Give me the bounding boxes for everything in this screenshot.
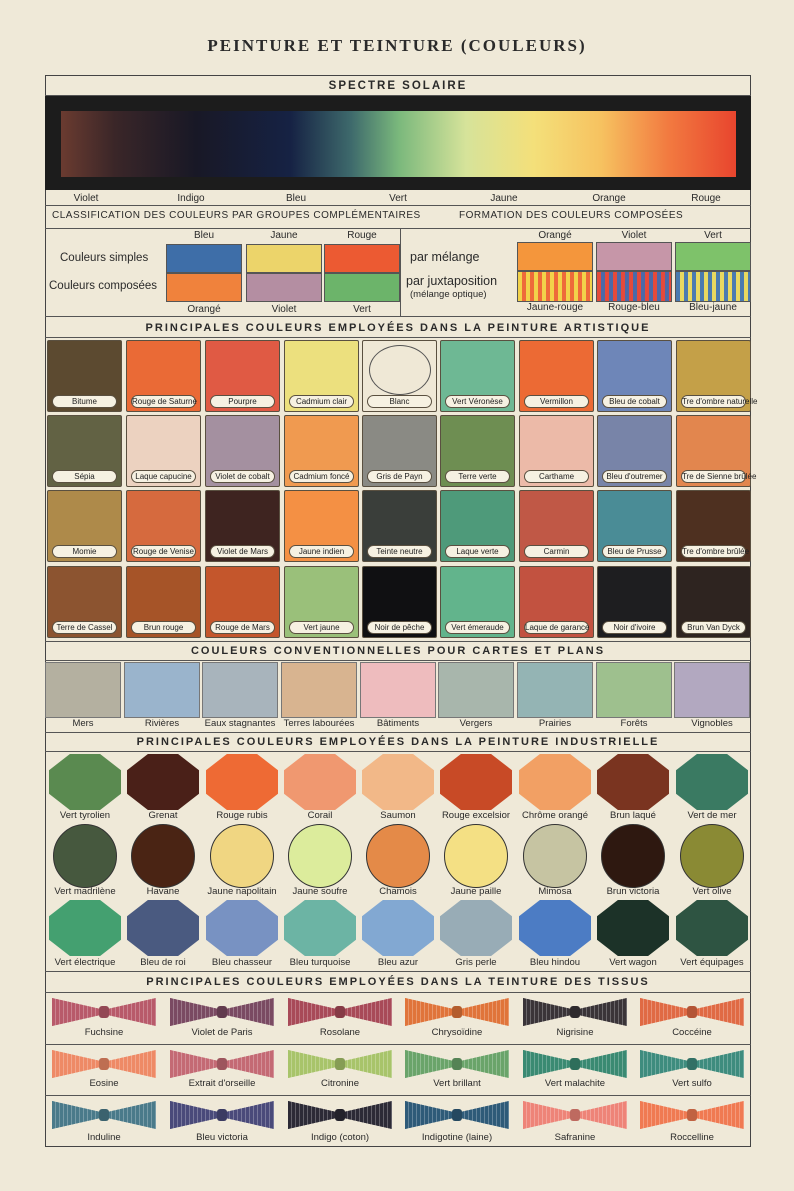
paint-label: Rouge de Venise: [131, 545, 196, 558]
simple-color-swatch: [166, 244, 242, 273]
paint-swatch: [440, 340, 515, 412]
paint-swatch: [284, 415, 359, 487]
fabric-label: Indigotine (laine): [421, 1132, 493, 1143]
divider: [45, 751, 751, 752]
fabric-label: Rosolane: [319, 1027, 361, 1038]
industrial-label: Mimosa: [538, 886, 572, 897]
paint-label: Tre d'ombre naturelle: [682, 397, 758, 406]
tissus-heading: PRINCIPALES COULEURS EMPLOYÉES DANS LA TEINTURE DES TISSUS: [146, 976, 650, 988]
optique-label: (mélange optique): [410, 289, 487, 300]
fabric-knot: [99, 1058, 109, 1070]
fabric-label: Vert brillant: [433, 1078, 481, 1089]
paint-swatch: [519, 566, 594, 638]
fabric-knot: [217, 1109, 227, 1121]
map-color-swatch: [360, 662, 436, 718]
fabric-label: Nigrisine: [556, 1027, 594, 1038]
paint-swatch: [205, 490, 280, 562]
composed-color-swatch: [246, 273, 322, 302]
fabric-label: Fuchsine: [84, 1027, 124, 1038]
map-color-label: Rivières: [144, 718, 180, 729]
divider: [400, 228, 401, 316]
spectrum-label: Bleu: [285, 193, 306, 204]
spectrum-label: Violet: [73, 193, 99, 204]
paint-label: Rouge de Saturne: [132, 397, 197, 406]
juxtaposition-swatch: [675, 271, 751, 302]
industrial-label: Vert madrilène: [54, 886, 116, 897]
paint-swatch: [205, 415, 280, 487]
paint-octagon: [206, 900, 278, 956]
map-color-label: Forêts: [620, 718, 648, 729]
map-color-label: Terres labourées: [283, 718, 355, 729]
paint-swatch: [519, 340, 594, 412]
paint-octagon: [597, 900, 669, 956]
industrial-label: Chrôme orangé: [521, 810, 588, 821]
divider: [45, 205, 751, 206]
fabric-label: Extrait d'orseille: [188, 1078, 256, 1089]
paint-label: Vert jaune: [289, 621, 354, 634]
paint-circle: [680, 824, 744, 888]
paint-swatch: [47, 490, 122, 562]
paint-swatch: [440, 566, 515, 638]
paint-label: Bleu de cobalt: [602, 395, 667, 408]
paint-octagon: [676, 754, 748, 810]
paint-octagon: [206, 754, 278, 810]
complement-bottom-label: Orangé: [187, 304, 221, 315]
paint-swatch: [205, 566, 280, 638]
map-color-label: Bâtiments: [376, 718, 420, 729]
spectrum-label: Jaune: [490, 193, 518, 204]
paint-circle: [53, 824, 117, 888]
row-simples-label: Couleurs simples: [60, 252, 149, 264]
industrial-label: Havane: [146, 886, 180, 897]
complement-top-label: Rouge: [347, 230, 377, 241]
fabric-knot: [452, 1006, 462, 1018]
paint-label: Teinte neutre: [367, 545, 432, 558]
map-color-swatch: [596, 662, 672, 718]
paint-label: Terre de Cassel: [52, 621, 117, 634]
formation-bottom-label: Rouge-bleu: [608, 302, 660, 313]
paint-circle: [523, 824, 587, 888]
paint-swatch: [362, 566, 437, 638]
juxtaposition-label: par juxtaposition: [406, 274, 498, 288]
paint-swatch: [126, 566, 201, 638]
paint-swatch: [440, 490, 515, 562]
fabric-label: Bleu victoria: [196, 1132, 248, 1143]
formation-top-label: Vert: [704, 230, 722, 241]
paint-octagon: [519, 754, 591, 810]
industrial-label: Bleu azur: [377, 957, 419, 968]
fabric-knot: [452, 1109, 462, 1121]
spectrum-label: Orange: [592, 193, 626, 204]
paint-label: Sépia: [52, 470, 117, 483]
paint-swatch: [676, 490, 751, 562]
melange-swatch: [596, 242, 672, 271]
fabric-knot: [452, 1058, 462, 1070]
paint-swatch: [362, 490, 437, 562]
juxtaposition-swatch: [517, 271, 593, 302]
paint-label: Tre d'ombre brûlée: [682, 547, 750, 556]
paint-octagon: [127, 754, 199, 810]
fabric-label: Roccelline: [670, 1132, 714, 1143]
fabric-label: Safranine: [554, 1132, 596, 1143]
fabric-knot: [335, 1058, 345, 1070]
industrial-label: Saumon: [380, 810, 416, 821]
industrielle-heading: PRINCIPALES COULEURS EMPLOYÉES DANS LA PEINTURE INDUSTRIELLE: [136, 736, 660, 748]
composed-color-swatch: [166, 273, 242, 302]
fabric-knot: [217, 1058, 227, 1070]
map-color-swatch: [124, 662, 200, 718]
paint-octagon: [362, 900, 434, 956]
divider: [45, 316, 751, 317]
map-color-swatch: [202, 662, 278, 718]
paint-label: Momie: [52, 545, 117, 558]
fabric-label: Chrysoïdine: [431, 1027, 483, 1038]
industrial-label: Bleu chasseur: [211, 957, 273, 968]
paint-label: Laque capucine: [131, 470, 196, 483]
fabric-knot: [217, 1006, 227, 1018]
fabric-knot: [335, 1109, 345, 1121]
paint-swatch: [284, 490, 359, 562]
paint-swatch: [676, 566, 751, 638]
paint-swatch: [597, 490, 672, 562]
industrial-label: Vert tyrolien: [59, 810, 111, 821]
divider: [45, 992, 751, 993]
paint-label: Carthame: [524, 470, 589, 483]
paint-label: Violet de Mars: [210, 545, 275, 558]
fabric-label: Vert malachite: [544, 1078, 606, 1089]
paint-label: Rouge de Mars: [210, 621, 275, 634]
paint-swatch: [284, 340, 359, 412]
paint-octagon: [440, 754, 512, 810]
industrial-label: Rouge rubis: [216, 810, 268, 821]
industrial-label: Grenat: [148, 810, 178, 821]
paint-swatch: [676, 415, 757, 487]
melange-swatch: [675, 242, 751, 271]
paint-octagon: [440, 900, 512, 956]
paint-octagon: [49, 754, 121, 810]
fabric-label: Coccéine: [672, 1027, 712, 1038]
divider: [45, 1044, 751, 1045]
row-composees-label: Couleurs composées: [49, 280, 158, 292]
fabric-knot: [570, 1109, 580, 1121]
map-color-label: Vergers: [459, 718, 493, 729]
paint-swatch: [205, 340, 280, 412]
fabric-knot: [570, 1006, 580, 1018]
simple-color-swatch: [324, 244, 400, 273]
industrial-label: Vert équipages: [680, 957, 744, 968]
paint-circle: [210, 824, 274, 888]
paint-swatch: [597, 566, 672, 638]
industrial-label: Corail: [307, 810, 333, 821]
complement-bottom-label: Violet: [271, 304, 297, 315]
formation-bottom-label: Bleu-jaune: [689, 302, 737, 313]
formation-bottom-label: Jaune-rouge: [526, 302, 584, 313]
paint-swatch: [519, 490, 594, 562]
industrial-label: Bleu hindou: [529, 957, 581, 968]
paint-label: Bleu de Prusse: [602, 545, 667, 558]
blanc-circle: [369, 345, 431, 395]
industrial-label: Jaune soufre: [292, 886, 348, 897]
spectrum-label: Vert: [389, 193, 407, 204]
industrial-label: Bleu turquoise: [289, 957, 351, 968]
paint-octagon: [597, 754, 669, 810]
paint-label: Violet de cobalt: [210, 470, 275, 483]
paint-label: Noir d'ivoire: [602, 621, 667, 634]
divider: [45, 660, 751, 661]
paint-label: Tre de Sienne brûlée: [682, 472, 757, 481]
industrial-label: Brun victoria: [606, 886, 660, 897]
fabric-knot: [99, 1109, 109, 1121]
fabric-label: Violet de Paris: [191, 1027, 253, 1038]
formation-top-label: Orangé: [538, 230, 572, 241]
fabric-knot: [570, 1058, 580, 1070]
artistique-heading: PRINCIPALES COULEURS EMPLOYÉES DANS LA PEINTURE ARTISTIQUE: [145, 322, 651, 334]
paint-octagon: [127, 900, 199, 956]
paint-label: Brun Van Dyck: [681, 621, 746, 634]
paint-swatch: [362, 415, 437, 487]
fabric-label: Citronine: [320, 1078, 360, 1089]
paint-label: Cadmium foncé: [289, 470, 354, 483]
fabric-knot: [99, 1006, 109, 1018]
composed-color-swatch: [324, 273, 400, 302]
paint-octagon: [284, 900, 356, 956]
divider: [45, 1095, 751, 1096]
paint-swatch: [519, 415, 594, 487]
industrial-label: Jaune napolitain: [207, 886, 277, 897]
paint-label: Carmin: [524, 545, 589, 558]
complement-top-label: Jaune: [270, 230, 298, 241]
map-color-label: Prairies: [538, 718, 572, 729]
formation-heading: FORMATION DES COULEURS COMPOSÉES: [459, 210, 684, 221]
paint-swatch: [47, 415, 122, 487]
paint-label: Terre verte: [445, 470, 510, 483]
simple-color-swatch: [246, 244, 322, 273]
paint-label: Noir de pêche: [367, 621, 432, 634]
map-color-label: Mers: [72, 718, 94, 729]
paint-circle: [601, 824, 665, 888]
complement-top-label: Bleu: [193, 230, 214, 241]
melange-swatch: [517, 242, 593, 271]
spectrum-label: Indigo: [177, 193, 205, 204]
paint-label: Pourpre: [210, 395, 275, 408]
industrial-label: Vert de mer: [687, 810, 737, 821]
fabric-knot: [687, 1006, 697, 1018]
paint-label: Vermillon: [524, 395, 589, 408]
paint-circle: [131, 824, 195, 888]
industrial-label: Vert olive: [692, 886, 732, 897]
fabric-label: Vert sulfo: [672, 1078, 712, 1089]
divider: [45, 971, 751, 972]
formation-top-label: Violet: [621, 230, 647, 241]
paint-swatch: [362, 340, 437, 412]
industrial-label: Bleu de roi: [140, 957, 186, 968]
map-color-label: Eaux stagnantes: [204, 718, 276, 729]
industrial-label: Vert électrique: [54, 957, 116, 968]
paint-label: Laque de garance: [525, 623, 590, 632]
industrial-label: Vert wagon: [609, 957, 657, 968]
paint-label: Vert Véronèse: [445, 395, 510, 408]
industrial-label: Brun laqué: [610, 810, 656, 821]
paint-label: Laque verte: [445, 545, 510, 558]
paint-octagon: [519, 900, 591, 956]
paint-label: Brun rouge: [131, 621, 196, 634]
map-color-swatch: [281, 662, 357, 718]
paint-label: Vert émeraude: [445, 621, 510, 634]
paint-swatch: [440, 415, 515, 487]
paint-label: Cadmium clair: [289, 395, 354, 408]
classification-heading: CLASSIFICATION DES COULEURS PAR GROUPES COMPLÉMENTAIRES: [52, 210, 421, 221]
paint-swatch: [676, 340, 758, 412]
paint-octagon: [676, 900, 748, 956]
industrial-label: Jaune paille: [450, 886, 502, 897]
map-color-swatch: [45, 662, 121, 718]
paint-swatch: [597, 415, 672, 487]
paint-label: Jaune indien: [289, 545, 354, 558]
map-color-swatch: [438, 662, 514, 718]
spectrum-label: Rouge: [691, 193, 721, 204]
paint-label: Gris de Payn: [367, 470, 432, 483]
juxtaposition-swatch: [596, 271, 672, 302]
paint-swatch: [597, 340, 672, 412]
fabric-knot: [687, 1058, 697, 1070]
paint-swatch: [126, 340, 201, 412]
paint-label: Blanc: [367, 395, 432, 408]
fabric-label: Indigo (coton): [310, 1132, 370, 1143]
divider: [45, 337, 751, 338]
cartes-heading: COULEURS CONVENTIONNELLES POUR CARTES ET PLANS: [190, 645, 606, 657]
paint-circle: [444, 824, 508, 888]
paint-swatch: [47, 566, 122, 638]
paint-swatch: [126, 415, 201, 487]
fabric-knot: [335, 1006, 345, 1018]
paint-label: Bleu d'outremer: [602, 470, 667, 483]
industrial-label: Chamois: [379, 886, 417, 897]
map-color-swatch: [517, 662, 593, 718]
paint-label: Bitume: [52, 395, 117, 408]
paint-swatch: [284, 566, 359, 638]
industrial-label: Rouge excelsior: [441, 810, 511, 821]
fabric-label: Eosine: [89, 1078, 119, 1089]
paint-octagon: [284, 754, 356, 810]
paint-swatch: [126, 490, 201, 562]
paint-octagon: [49, 900, 121, 956]
paint-circle: [366, 824, 430, 888]
solar-spectrum: [61, 111, 736, 177]
paint-circle: [288, 824, 352, 888]
fabric-knot: [687, 1109, 697, 1121]
divider: [45, 228, 751, 229]
map-color-label: Vignobles: [691, 718, 733, 729]
spectre-heading: SPECTRE SOLAIRE: [328, 80, 468, 92]
paint-octagon: [362, 754, 434, 810]
industrial-label: Gris perle: [455, 957, 497, 968]
complement-bottom-label: Vert: [353, 304, 371, 315]
paint-swatch: [47, 340, 122, 412]
page-title: PEINTURE ET TEINTURE (COULEURS): [207, 36, 587, 55]
fabric-label: Induline: [87, 1132, 121, 1143]
melange-label: par mélange: [410, 250, 480, 264]
map-color-swatch: [674, 662, 750, 718]
